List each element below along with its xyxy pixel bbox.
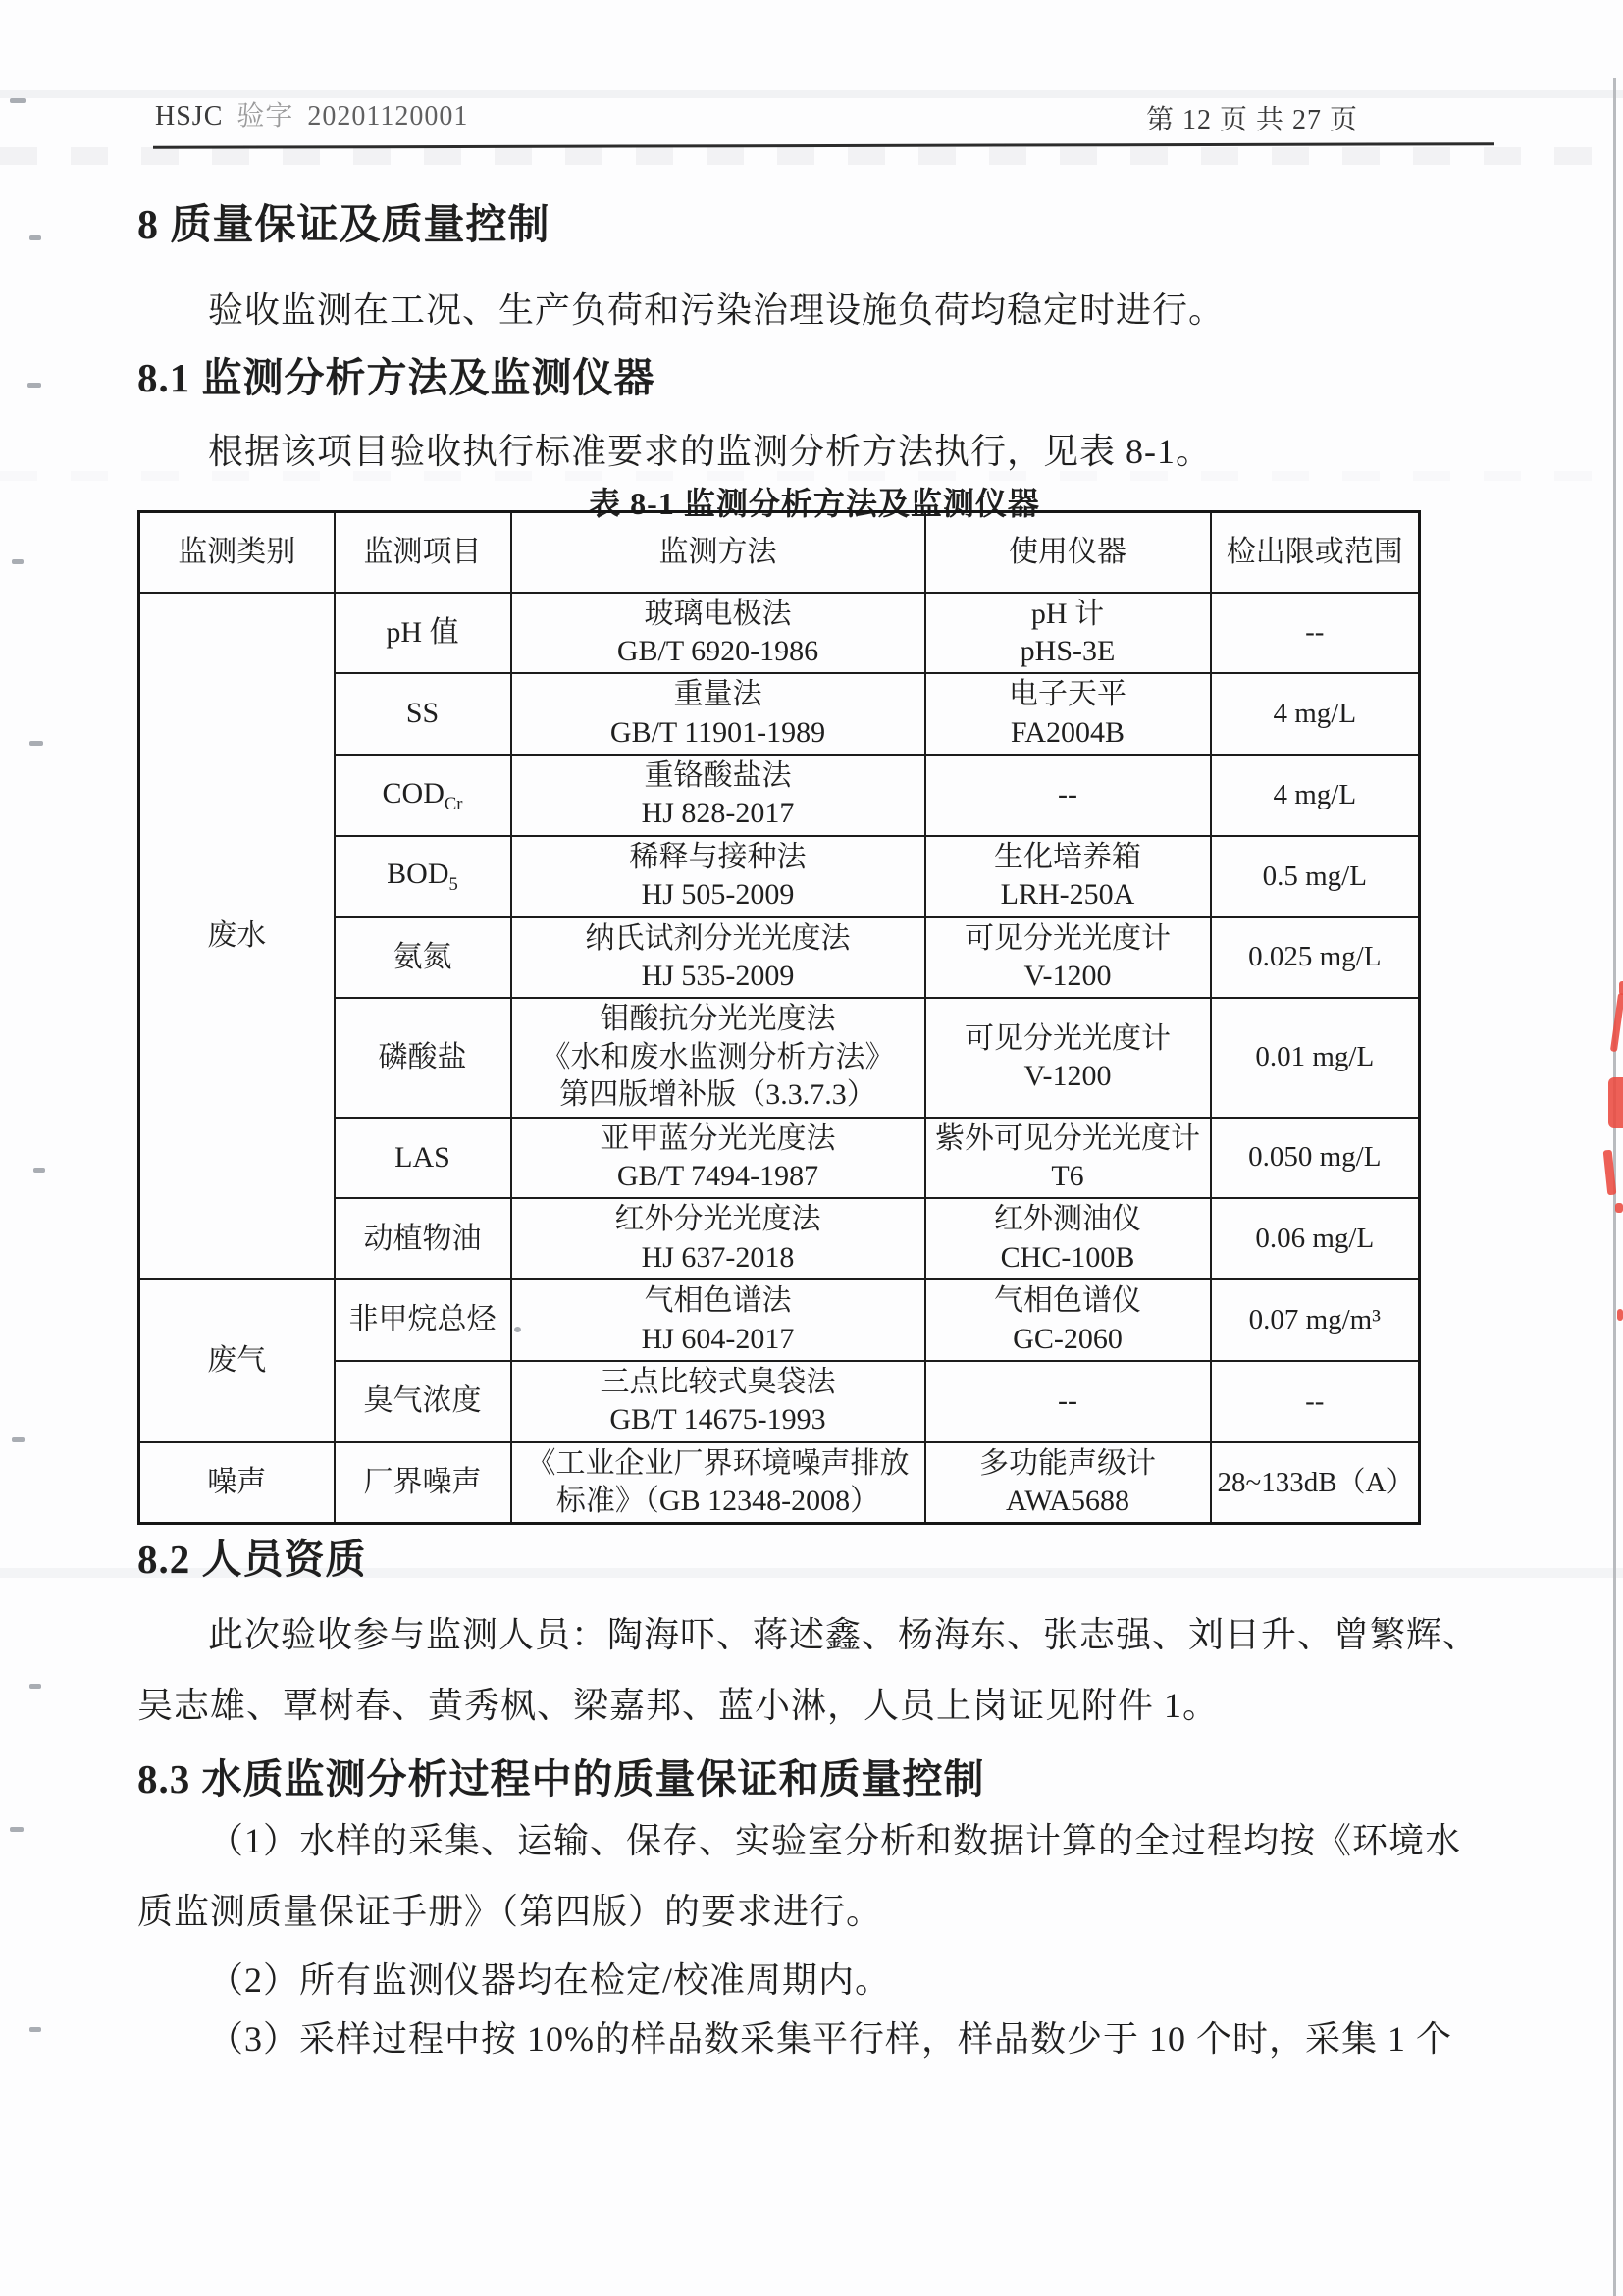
item-subscript: Cr	[444, 793, 463, 814]
category-cell: 废气	[139, 1279, 335, 1442]
table-row	[139, 1442, 1420, 1524]
item-cell: 动植物油	[335, 1198, 511, 1279]
limit-cell: 0.06 mg/L	[1211, 1198, 1420, 1279]
method-cell: 气相色谱法 HJ 604-2017	[511, 1279, 925, 1361]
report-number	[155, 94, 468, 133]
col-header-item: 监测项目	[335, 512, 511, 593]
paragraph-names-line1: 此次验收参与监测人员：陶海吓、蒋述鑫、杨海东、张志强、刘日升、曾繁辉、	[208, 1615, 1480, 1654]
instrument-cell: 气相色谱仪 GC-2060	[925, 1279, 1211, 1361]
item-cell: LAS	[335, 1118, 511, 1199]
item-cell: 臭气浓度	[335, 1361, 511, 1442]
method-cell: 重铬酸盐法 HJ 828-2017	[511, 755, 925, 836]
col-header-instrument: 使用仪器	[925, 512, 1211, 593]
item-cell: 氨氮	[335, 917, 511, 999]
paragraph-intro: 验收监测在工况、生产负荷和污染治理设施负荷均稳定时进行。	[208, 290, 1226, 330]
heading-8-1: 8.1 监测分析方法及监测仪器	[137, 355, 655, 400]
stamp-fragment	[1610, 993, 1623, 1052]
instrument-cell: --	[925, 755, 1211, 836]
heading-8-3: 8.3 水质监测分析过程中的质量保证和质量控制	[137, 1756, 985, 1801]
limit-cell: 4 mg/L	[1211, 673, 1420, 755]
item-cell: $COD_{Cr}$	[335, 755, 511, 836]
report-number-type: 验字	[236, 101, 294, 131]
col-header-limit: 检出限或范围	[1211, 512, 1420, 593]
item-cell: $BOD_5$	[335, 836, 511, 917]
col-header-category: 监测类别	[139, 512, 335, 593]
item-cell: pH 值	[335, 593, 511, 674]
limit-cell: 0.01 mg/L	[1211, 998, 1420, 1117]
paragraph-1-line1: （1）水样的采集、运输、保存、实验室分析和数据计算的全过程均按《环境水	[208, 1821, 1462, 1860]
paragraph-names-line2: 吴志雄、覃树春、黄秀枫、梁嘉邦、蓝小淋，人员上岗证见附件 1。	[137, 1686, 1220, 1725]
method-cell: 亚甲蓝分光光度法 GB/T 7494-1987	[511, 1118, 925, 1199]
instrument-cell: 可见分光光度计 V-1200	[925, 917, 1211, 999]
scan-streak	[0, 147, 1623, 165]
item-cell: 非甲烷总烃	[335, 1279, 511, 1361]
limit-cell: --	[1211, 593, 1420, 674]
item-cell: 厂界噪声	[335, 1442, 511, 1524]
table-header-row	[139, 512, 1420, 593]
limit-cell: 28~133dB（A）	[1211, 1442, 1420, 1524]
paragraph-3: （3）采样过程中按 10%的样品数采集平行样，样品数少于 10 个时，采集 1 个	[208, 2019, 1452, 2059]
scan-speck	[10, 1827, 24, 1832]
method-cell: 《工业企业厂界环境噪声排放 标准》（GB 12348-2008）	[511, 1442, 925, 1524]
paragraph-1-line2: 质监测质量保证手册》（第四版）的要求进行。	[137, 1892, 883, 1931]
scan-speck	[29, 235, 41, 240]
instrument-cell: 多功能声级计 AWA5688	[925, 1442, 1211, 1524]
instrument-cell: 可见分光光度计 V-1200	[925, 998, 1211, 1117]
stamp-fragment	[1615, 1203, 1623, 1213]
scan-speck	[12, 559, 24, 564]
instrument-cell: pH 计 pHS-3E	[925, 593, 1211, 674]
paragraph-method: 根据该项目验收执行标准要求的监测分析方法执行，见表 8-1。	[208, 432, 1212, 471]
scan-speck	[27, 383, 41, 388]
item-cell: SS	[335, 673, 511, 755]
stamp-fragment	[1617, 1309, 1623, 1321]
page-number: 第 12 页 共 27 页	[1146, 105, 1359, 135]
scan-speck	[10, 98, 26, 103]
table-body	[139, 593, 1420, 1524]
stamp-fragment	[1619, 981, 1623, 995]
method-cell: 稀释与接种法 HJ 505-2009	[511, 836, 925, 917]
header-rule	[153, 142, 1494, 149]
limit-cell: 0.5 mg/L	[1211, 836, 1420, 917]
scan-speck	[29, 741, 43, 746]
instrument-cell: 红外测油仪 CHC-100B	[925, 1198, 1211, 1279]
limit-cell: 0.050 mg/L	[1211, 1118, 1420, 1199]
monitoring-methods-table	[137, 510, 1421, 1525]
stamp-fragment	[1608, 1077, 1623, 1128]
method-cell: 红外分光光度法 HJ 637-2018	[511, 1198, 925, 1279]
instrument-cell: --	[925, 1361, 1211, 1442]
table-row	[139, 593, 1420, 674]
report-number-digits: 20201120001	[307, 101, 469, 131]
instrument-cell: 紫外可见分光光度计 T6	[925, 1118, 1211, 1199]
category-cell: 废水	[139, 593, 335, 1280]
heading-8: 8 质量保证及质量控制	[137, 203, 550, 248]
item-cell: 磷酸盐	[335, 998, 511, 1117]
scan-speck	[29, 2027, 41, 2032]
category-cell: 噪声	[139, 1442, 335, 1524]
scan-speck	[29, 1684, 41, 1689]
limit-cell: 4 mg/L	[1211, 755, 1420, 836]
method-cell: 玻璃电极法 GB/T 6920-1986	[511, 593, 925, 674]
instrument-cell: 生化培养箱 LRH-250A	[925, 836, 1211, 917]
limit-cell: 0.025 mg/L	[1211, 917, 1420, 999]
limit-cell: --	[1211, 1361, 1420, 1442]
limit-cell: 0.07 mg/m³	[1211, 1279, 1420, 1361]
heading-8-2: 8.2 人员资质	[137, 1537, 367, 1582]
method-cell: 重量法 GB/T 11901-1989	[511, 673, 925, 755]
method-cell: 三点比较式臭袋法 GB/T 14675-1993	[511, 1361, 925, 1442]
item-subscript: 5	[448, 874, 458, 896]
method-cell: 钼酸抗分光光度法 《水和废水监测分析方法》 第四版增补版（3.3.7.3）	[511, 998, 925, 1117]
instrument-cell: 电子天平 FA2004B	[925, 673, 1211, 755]
method-cell: 纳氏试剂分光光度法 HJ 535-2009	[511, 917, 925, 999]
report-number-prefix: HSJC	[155, 101, 224, 131]
table-row	[139, 1279, 1420, 1361]
table-caption: 表 8-1 监测分析方法及监测仪器	[589, 486, 1040, 521]
scan-speck	[33, 1168, 45, 1173]
scan-speck	[12, 1437, 25, 1442]
paragraph-2: （2）所有监测仪器均在检定/校准周期内。	[208, 1960, 892, 2000]
col-header-method: 监测方法	[511, 512, 925, 593]
